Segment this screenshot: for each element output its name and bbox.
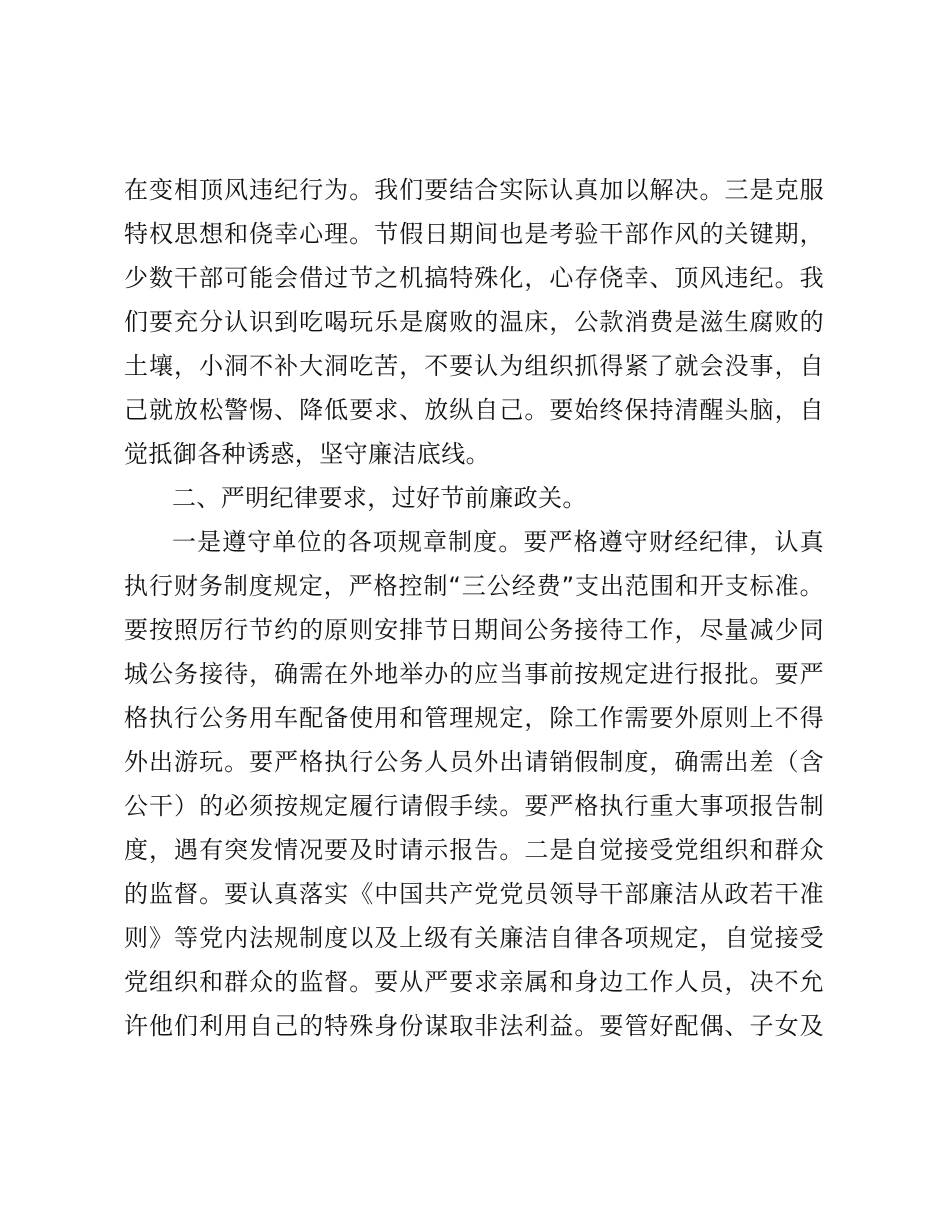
text-line: 一是遵守单位的各项规章制度。要严格遵守财经纪律，认真 <box>172 528 824 556</box>
text-line: 度，遇有突发情况要及时请示报告。二是自觉接受党组织和群众 <box>124 836 824 864</box>
text-line: 少数干部可能会借过节之机搞特殊化，心存侥幸、顶风违纪。我 <box>124 264 824 292</box>
text-line: 己就放松警惕、降低要求、放纵自己。要始终保持清醒头脑，自 <box>124 396 824 424</box>
text-line: 的监督。要认真落实《中国共产党党员领导干部廉洁从政若干准 <box>124 880 824 908</box>
text-line: 则》等党内法规制度以及上级有关廉洁自律各项规定，自觉接受 <box>124 924 824 952</box>
text-line: 特权思想和侥幸心理。节假日期间也是考验干部作风的关键期， <box>124 220 824 248</box>
section-heading: 二、严明纪律要求，过好节前廉政关。 <box>172 484 587 512</box>
body-text <box>124 168 824 1048</box>
text-line: 公干）的必须按规定履行请假手续。要严格执行重大事项报告制 <box>124 792 824 820</box>
text-line: 城公务接待，确需在外地举办的应当事前按规定进行报批。要严 <box>124 660 824 688</box>
text-line: 土壤，小洞不补大洞吃苦，不要认为组织抓得紧了就会没事，自 <box>124 352 824 380</box>
text-line: 们要充分认识到吃喝玩乐是腐败的温床，公款消费是滋生腐败的 <box>124 308 824 336</box>
text-line: 格执行公务用车配备使用和管理规定，除工作需要外原则上不得 <box>124 704 824 732</box>
text-line: 党组织和群众的监督。要从严要求亲属和身边工作人员，决不允 <box>124 968 824 996</box>
text-line: 觉抵御各种诱惑，坚守廉洁底线。 <box>124 440 490 468</box>
text-line: 要按照厉行节约的原则安排节日期间公务接待工作，尽量减少同 <box>124 616 824 644</box>
text-line: 在变相顶风违纪行为。我们要结合实际认真加以解决。三是克服 <box>124 176 824 204</box>
text-line: 执行财务制度规定，严格控制“三公经费”支出范围和开支标准。 <box>124 572 824 600</box>
text-line: 外出游玩。要严格执行公务人员外出请销假制度，确需出差（含 <box>124 748 824 776</box>
text-line: 许他们利用自己的特殊身份谋取非法利益。要管好配偶、子女及 <box>124 1012 824 1040</box>
